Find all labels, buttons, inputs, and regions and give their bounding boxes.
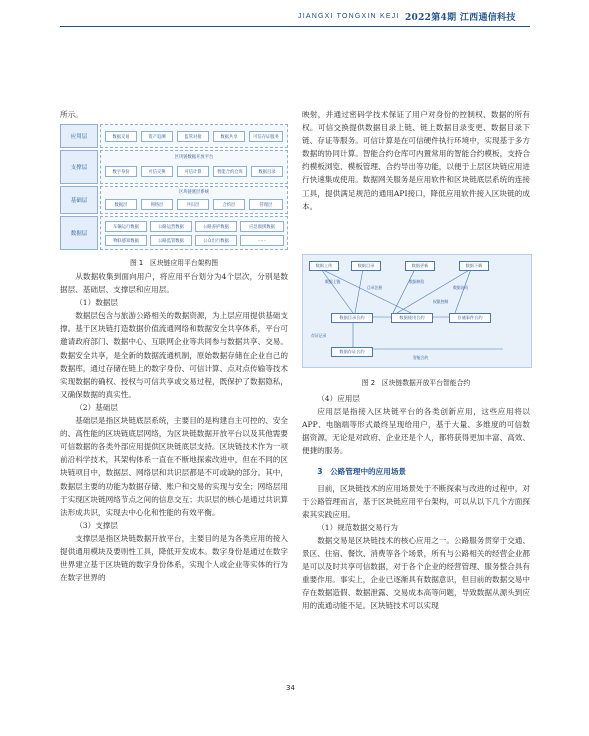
support-layer-box xyxy=(100,150,288,184)
fig1-data-item: 公众出行数据 xyxy=(195,235,237,246)
subsection-heading: （1）数据层 xyxy=(75,298,118,308)
journal-name-latin: JIANGXI TONGXIN KEJI xyxy=(298,13,400,20)
fig1-data-item: 公路运营数据 xyxy=(150,221,192,232)
fig1-data-item: 车辆运行数据 xyxy=(105,221,147,232)
page-header xyxy=(0,0,589,30)
fig1-app-item: 可信存证服务 xyxy=(249,131,283,142)
fig1-base-item: 管理层 xyxy=(249,199,283,210)
fig1-app-item: 监管对接 xyxy=(177,131,209,142)
figure-2-smart-contracts xyxy=(302,254,532,368)
fig1-data-item: 应急救援数据 xyxy=(240,221,284,232)
left-paragraph: 从数据收集到面向用户，将应用平台划分为4个层次，分别是数据层、基础层、支撑层和应用层。 xyxy=(60,272,288,295)
app-layer-box xyxy=(100,124,288,148)
right-paragraph: 映射，并通过密码学技术保证了用户对身份的控制权、数据的所有权。可信交换提供数据目录上链、链上数据目录变更、数据目录下链、存证等服务。可信计算是在可信硬件执行环境中，实现基于多方数据的协同计算。智能合约仓库可内置常用的智能合约模板，支持合约模板浏览、模板管理、合约导出等功能，以便于上层区块链应用进行快速集成使用。数据网关服务是应用软件和区块链底层系统的连接工具，提供满足规范的通用API接口，降低应用软件接入区块链的成本。 xyxy=(302,110,530,211)
figure-1-architecture xyxy=(60,122,288,252)
layer-label-base: 基础层 xyxy=(60,186,98,214)
left-paragraph: 数据层包含与旅游公路相关的数据资源，为上层应用提供基础支撑。基于区块链打造数据价值流通网络和数据安全共享体系，平台可邀请政府部门、数据中心、互联网企业等共同参与数据共享、交易。数据安全共享，是全新的数据流通机制，原始数据存储在企业自己的数据库，通过存储在链上的数字身份、可信计算、点对点传输等技术实现数据的确权、授权与可信共享或交易过程，既保护了数据隐私，又确保数据的真实性。 xyxy=(60,311,288,399)
fig2-box: 数据目录合约 xyxy=(331,313,373,323)
fig1-app-item: 资产追溯 xyxy=(141,131,173,142)
fig2-footer-label: 智能合约 xyxy=(413,355,429,360)
layer-label-support: 支撑层 xyxy=(60,150,98,184)
figure-1-caption: 图 1 区块链应用平台架构图 xyxy=(129,259,219,267)
fig1-support-item: 数据目录 xyxy=(251,166,283,177)
data-layer-box xyxy=(100,216,288,250)
fig2-box: 存储事件合约 xyxy=(449,313,491,323)
left-column-body xyxy=(60,270,288,584)
layer-label-data: 数据层 xyxy=(60,216,98,250)
fig1-app-item: 数据共享 xyxy=(213,131,245,142)
subsection-heading: （3）支撑层 xyxy=(75,520,118,530)
fig1-support-item: 智能合约仓库 xyxy=(213,166,247,177)
figure-2-caption: 图 2 区块链数据开放平台智能合约 xyxy=(361,379,471,387)
fig2-edge-label: 权限控制 xyxy=(433,299,449,304)
right-paragraph: 应用层是指接入区块链平台的各类创新应用，这些应用将以APP、电脑端等形式最终呈现给用户，基于大量、多维度的可信数据资源，无论是对政府、企业还是个人，都将获得更加丰富、高效、便捷的服务。 xyxy=(302,407,530,456)
fig2-edge-label: 数据访问 xyxy=(453,285,469,290)
fig1-data-item: …… xyxy=(240,235,284,246)
fig2-box: 数据下载 xyxy=(459,261,489,271)
right-column-body xyxy=(302,392,530,613)
fig1-support-title: 区块链数据开放平台 xyxy=(174,155,214,160)
fig1-data-item: 公路养护数据 xyxy=(195,221,237,232)
fig2-edge-label: 目录注册 xyxy=(367,285,383,290)
left-paragraph: 基础层是指区块链底层系统，主要目的是构建自主可控的、安全的、高性能的区块链底层网络，为区块链数据开放平台以及其他需要可信数据的各类外部应用提供区块链底层支持。区块链技术作为一项前沿科学技术，其架构体系一直在不断地探索改进中，但在不同的区块链项目中，数据层、网络层和共识层都是不可或缺的部分。其中，数据层主要的功能为数据存储、账户和交易的实现与安全；网络层用于实现区块链网络节点之间的信息交互；共识层的核心是通过共识算法形成共识，实现去中心化和性能的有效平衡。 xyxy=(60,416,288,517)
fig2-edge-label: 数据上链 xyxy=(325,279,341,284)
page-number: 34 xyxy=(286,684,295,692)
fig1-base-title: 区块链底层系统 xyxy=(178,190,210,195)
subsection-heading: （2）基础层 xyxy=(75,402,118,412)
fig2-box: 数据使用合约 xyxy=(391,313,433,323)
fig2-box: 数据存证合约 xyxy=(331,347,373,357)
fig1-support-item: 可信计算 xyxy=(177,166,209,177)
section-heading: 3 公路管理中的应用场景 xyxy=(317,467,407,477)
left-intro-fragment: 所示。 xyxy=(60,110,83,119)
header-rule xyxy=(60,26,530,27)
fig2-edge-label: 数据核验 xyxy=(409,279,425,284)
right-column-top xyxy=(302,108,530,213)
fig1-base-item: 数据层 xyxy=(105,199,137,210)
fig1-base-item: 共识层 xyxy=(177,199,209,210)
fig1-base-item: 合约层 xyxy=(213,199,245,210)
fig1-base-item: 网络层 xyxy=(141,199,173,210)
layer-label-app: 应用层 xyxy=(60,124,98,148)
subsection-heading: （4）应用层 xyxy=(317,394,360,403)
left-column-top xyxy=(60,108,288,121)
fig2-edge-label: 存证记录 xyxy=(311,333,327,338)
left-paragraph: 支撑层是指区块链数据开放平台，主要目的是为各类应用的接入提供通用模块及要则性工具，降低开发成本。数字身份是通过在数字世界建立基于区块链的数字身份体系，实现个人或企业等实体的行为在数字世界的 xyxy=(60,533,288,583)
right-paragraph: 数据交易是区块链技术的核心应用之一。公路服务贯穿于交通、景区、住宿、餐饮、消费等各个场景，所有与公路相关的经营企业都是可以及时共享可信数据，对于各个企业的经营管理、服务整合具有重要作用。事实上，企业已逐渐具有数据意识，但目前的数据交易中存在数据造假、数据泄露、交易成本高等问题，导致数据从源头到应用的流通动能不足。区块链技术可以实现 xyxy=(302,535,530,611)
subsection-heading: （1）规范数据交易行为 xyxy=(317,522,398,532)
fig2-box: 数据目录 xyxy=(351,261,381,271)
fig1-data-item: 物联感知数据 xyxy=(105,235,147,246)
fig1-app-item: 数据交易 xyxy=(105,131,137,142)
fig1-data-item: 公路监管数据 xyxy=(150,235,192,246)
fig1-support-item: 数字身份 xyxy=(105,166,137,177)
right-paragraph: 目前，区块链技术的应用场景处于不断探索与改进的过程中，对于公路管理而言，基于区块链应用平台架构，可以从以下几个方面探索其实践应用。 xyxy=(302,483,530,519)
fig1-support-item: 可信交换 xyxy=(141,166,173,177)
journal-issue-title: 2022第4期 江西通信科技 xyxy=(405,13,516,23)
fig2-box: 数据更新 xyxy=(405,261,435,271)
base-layer-box xyxy=(100,186,288,214)
fig2-box: 数据上传 xyxy=(309,261,339,271)
